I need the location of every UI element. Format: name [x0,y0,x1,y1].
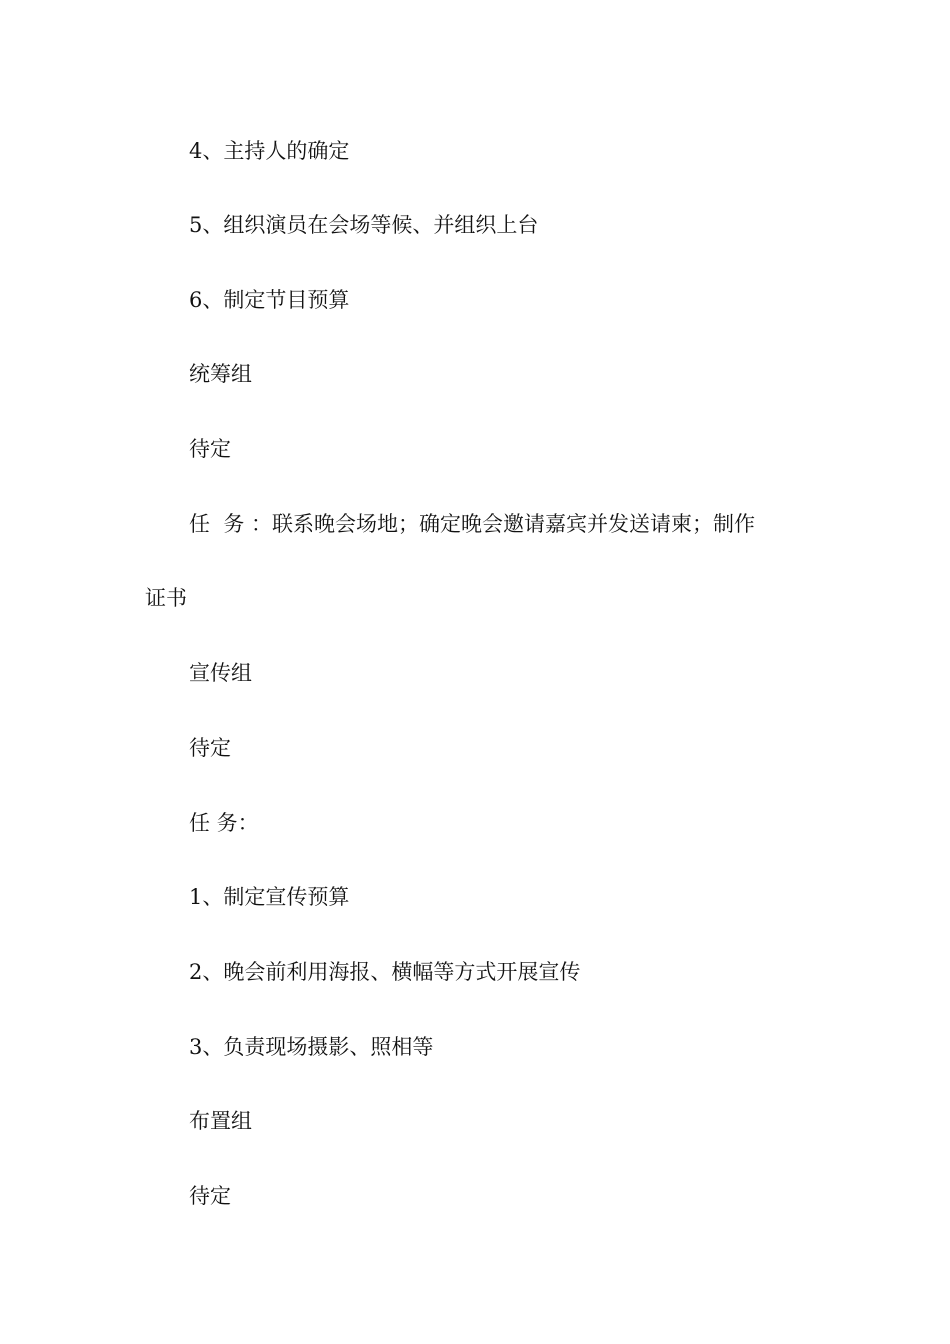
list-item-photography: 3、负责现场摄影、照相等 [189,1035,434,1059]
list-item-program-budget: 6、制定节目预算 [189,288,350,312]
coordination-members: 待定 [189,437,231,461]
list-item-posters-banners: 2、晚会前利用海报、横幅等方式开展宣传 [189,960,581,984]
list-item-organize-performers: 5、组织演员在会场等候、并组织上台 [189,213,539,237]
decoration-members: 待定 [189,1184,231,1208]
section-heading-coordination: 统筹组 [189,362,252,386]
section-heading-publicity: 宣传组 [189,661,252,685]
list-item-host-selection: 4、主持人的确定 [189,139,350,163]
coordination-tasks-continued: 证书 [145,586,187,610]
section-heading-decoration: 布置组 [189,1109,252,1133]
list-item-publicity-budget: 1、制定宣传预算 [189,885,350,909]
coordination-tasks: 任 务 ：联系晚会场地；确定晚会邀请嘉宾并发送请柬；制作 [189,512,756,536]
publicity-members: 待定 [189,736,231,760]
publicity-tasks-label: 任 务： [189,811,259,835]
